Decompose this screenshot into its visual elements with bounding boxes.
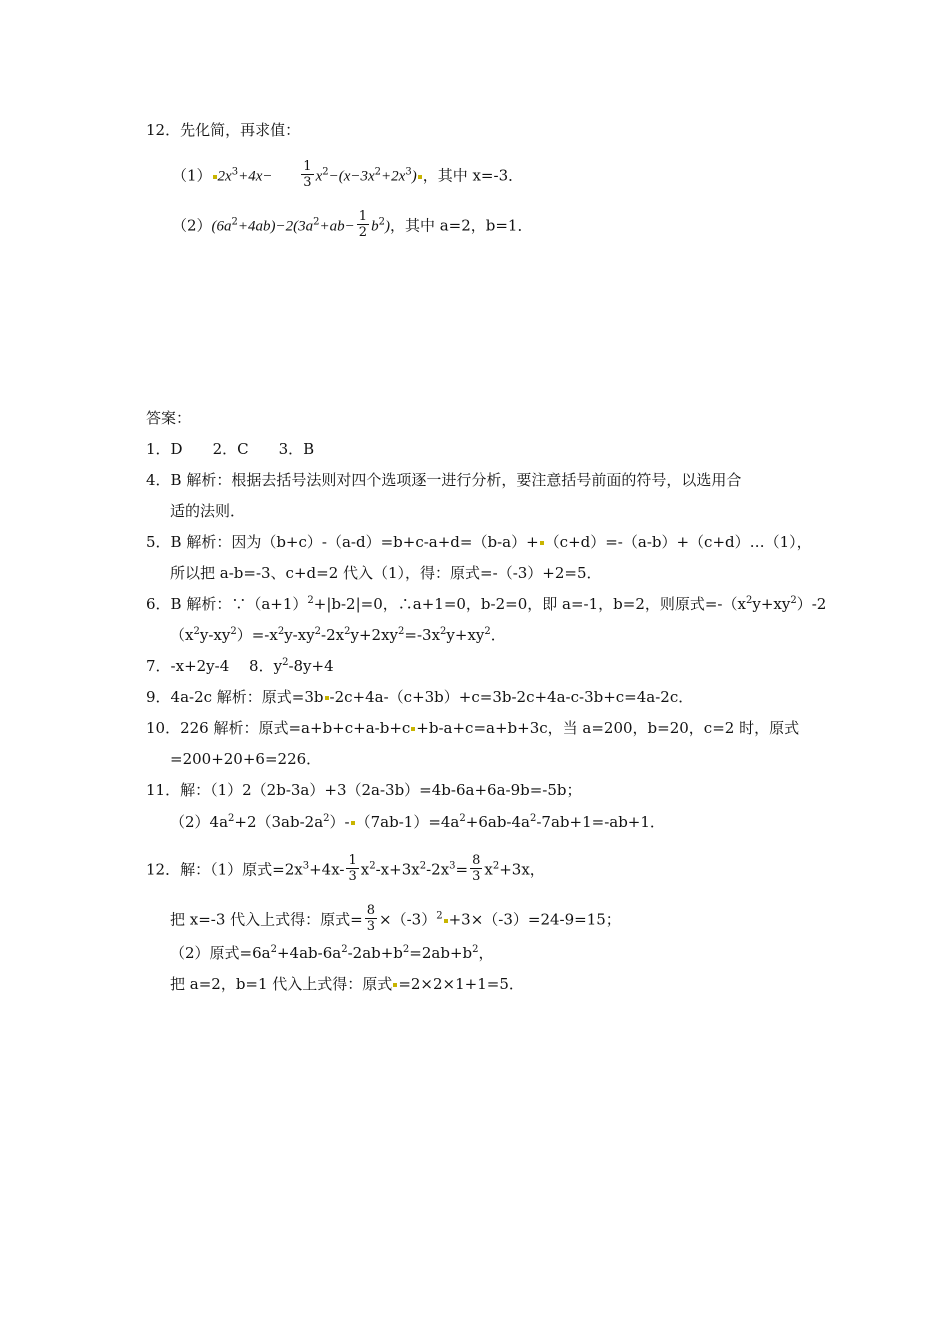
text: +6ab-4a	[465, 813, 530, 831]
exponent: 2	[341, 944, 348, 955]
text: （2）原式=6a	[170, 944, 271, 962]
exponent: 2	[402, 944, 410, 955]
text: =-3x	[404, 626, 441, 644]
exponent: 2	[193, 626, 200, 637]
exponent: 2	[459, 813, 466, 824]
exponent: 2	[492, 860, 500, 872]
part-label: （1）	[172, 166, 212, 185]
text: （2）4a	[170, 813, 229, 831]
numerator: 1	[303, 159, 312, 174]
text: ．	[490, 626, 506, 644]
denominator: 3	[348, 869, 357, 884]
text: -x+3x	[375, 860, 420, 879]
text: +|b-2|=0，∴a+1=0，b-2=0，即 a=-1，b=2，则原式=-（x	[313, 595, 746, 613]
text: 7．-x+2y-4 8．y	[146, 657, 283, 675]
exponent: 2	[440, 626, 447, 637]
answer-12-line-3	[170, 944, 494, 962]
text: ）-2	[796, 595, 827, 613]
expr: 2x	[217, 168, 232, 185]
exponent: 2	[529, 813, 537, 824]
exponent: 2	[378, 216, 385, 228]
exponent: 2	[369, 860, 376, 872]
expr: )	[411, 168, 417, 185]
expr: +2x	[381, 168, 406, 185]
text: -8y+4	[288, 657, 334, 675]
text: -2x	[321, 626, 345, 644]
text: 12．解：（1）原式=2x	[146, 860, 303, 879]
exponent: 2	[472, 944, 479, 955]
exponent: 2	[436, 910, 443, 922]
marker-icon	[393, 983, 397, 987]
exponent: 2	[790, 595, 797, 606]
fraction	[346, 853, 358, 884]
answer-11-line-2	[170, 813, 665, 831]
text: =	[455, 860, 469, 879]
text: -2ab+b	[347, 944, 403, 962]
exponent: 2	[314, 626, 322, 637]
answer-6-line-1	[146, 595, 826, 613]
numerator: 1	[348, 853, 357, 868]
text: y-xy	[199, 626, 231, 644]
text: ）-	[329, 813, 350, 831]
answer-6-line-2	[170, 626, 506, 644]
text: x	[484, 860, 493, 879]
text: +3x，	[499, 860, 545, 879]
text: =2ab+b	[409, 944, 473, 962]
text: y+2xy	[350, 626, 399, 644]
answer-5-line-1	[146, 533, 812, 551]
answer-11-line-1: 11．解：（1）2（2b-3a）+3（2a-3b）=4b-6a+6a-9b=-5b；	[146, 781, 582, 799]
text: +b-a+c=a+b+3c，当 a=200，b=20，c=2 时，原式	[416, 719, 800, 737]
marker-icon	[325, 696, 329, 700]
expr: x	[315, 168, 323, 185]
numerator: 8	[366, 903, 376, 918]
text: ×（-3）	[379, 910, 437, 929]
marker-icon	[351, 821, 355, 825]
answer-7-8	[146, 657, 334, 675]
text: y+xy	[446, 626, 485, 644]
text: 10．226 解析：原式=a+b+c+a-b+	[146, 719, 402, 737]
exponent: 2	[277, 626, 285, 637]
denominator: 3	[303, 175, 312, 190]
text: 把 x=-3 代入上式得：原式=	[170, 910, 363, 929]
answer-4-line-1: 4．B 解析：根据去括号法则对四个选项逐一进行分析，要注意括号前面的符号，以选用合	[146, 471, 742, 489]
exponent: 2	[230, 626, 237, 637]
numerator: 8	[472, 853, 481, 868]
answer-12-line-2	[170, 905, 621, 936]
expr: +ab−	[319, 218, 355, 235]
text: y-xy	[284, 626, 315, 644]
answer-4-line-2: 适的法则．	[170, 502, 246, 520]
condition: ，其中 a=2，b=1．	[389, 216, 533, 235]
exponent: 2	[313, 216, 320, 228]
exponent: 3	[449, 860, 456, 872]
exponent: 3	[405, 166, 412, 178]
denominator: 3	[472, 869, 481, 884]
text: x	[360, 860, 370, 879]
marker-icon	[411, 727, 415, 731]
condition: ，其中 x=-3．	[422, 166, 524, 185]
text: -7ab+1=-ab+1．	[536, 813, 665, 831]
question-title: 12．先化简，再求值：	[146, 121, 301, 139]
marker-icon	[213, 175, 217, 179]
exponent: 2	[419, 860, 427, 872]
exponent: 2	[374, 166, 382, 178]
exponent: 2	[323, 813, 330, 824]
answer-10-line-2: =200+20+6=226．	[170, 750, 322, 768]
exponent: 2	[270, 944, 277, 955]
expr: −(x−3x	[328, 168, 375, 185]
answer-10-line-1	[146, 719, 799, 737]
part-label: （2）	[172, 216, 212, 235]
text: 9．4a-2c 解析：原式=3b	[146, 688, 324, 706]
text: （c+d）=-（a-b）+（c+d）…（1），	[544, 533, 812, 551]
text: y+xy	[752, 595, 791, 613]
exponent: 2	[231, 216, 238, 228]
text: +4ab-6a	[276, 944, 342, 962]
exponent: 2	[307, 595, 314, 606]
exponent: 2	[484, 626, 491, 637]
fraction	[357, 209, 369, 240]
marker-icon	[540, 541, 544, 545]
exponent: 2	[398, 626, 405, 637]
exponent: 3	[231, 166, 239, 178]
exponent: 2	[344, 626, 351, 637]
denominator: 3	[366, 919, 376, 934]
expr: )	[384, 218, 390, 235]
answer-9	[146, 688, 693, 706]
exponent: 2	[228, 813, 235, 824]
answers-heading: 答案：	[146, 409, 192, 427]
text: ，	[478, 944, 494, 962]
text: -2c+4a-（c+3b）+c=3b-2c+4a-c-3b+c=4a-2c．	[329, 688, 694, 706]
text: 5．B 解析：因为（b+c）-（a-d）=b+c-a+d=（b-a）+	[146, 533, 539, 551]
text: +2（3ab-2a	[234, 813, 324, 831]
answer-12-line-1	[146, 855, 545, 886]
text: c	[401, 719, 411, 737]
marker-icon	[444, 919, 448, 923]
expr: +4ab)−2(3a	[237, 218, 314, 235]
expr: b	[371, 218, 379, 235]
text: 把 a=2，b=1 代入上式得：原式	[170, 975, 393, 993]
fraction	[365, 903, 377, 934]
question-part-2	[172, 211, 532, 242]
fraction	[301, 159, 313, 190]
exponent: 2	[745, 595, 753, 606]
text: +3×（-3）=24-9=15；	[448, 910, 621, 929]
exponent: 3	[302, 860, 310, 872]
answer-12-line-4	[170, 975, 524, 993]
expr: +4x−	[238, 168, 273, 185]
text: =2×2×1+1=5．	[398, 975, 524, 993]
text: 6．B 解析：∵（a+1）	[146, 595, 308, 613]
answer-5-line-2: 所以把 a-b=-3、c+d=2 代入（1），得：原式=-（-3）+2=5．	[170, 564, 602, 582]
exponent: 2	[322, 166, 329, 178]
expr: (6a	[211, 218, 232, 235]
text: （x	[170, 626, 194, 644]
text: +4x-	[309, 860, 345, 879]
exponent: 2	[282, 657, 289, 668]
answer-1-3: 1．D 2．C 3．B	[146, 440, 315, 458]
denominator: 2	[358, 225, 368, 240]
marker-icon	[418, 175, 422, 179]
numerator: 1	[358, 209, 368, 224]
fraction	[470, 853, 482, 884]
text: -2x	[426, 860, 450, 879]
text: ）=-x	[236, 626, 278, 644]
text: （7ab-1）=4a	[355, 813, 460, 831]
question-part-1	[172, 161, 523, 192]
